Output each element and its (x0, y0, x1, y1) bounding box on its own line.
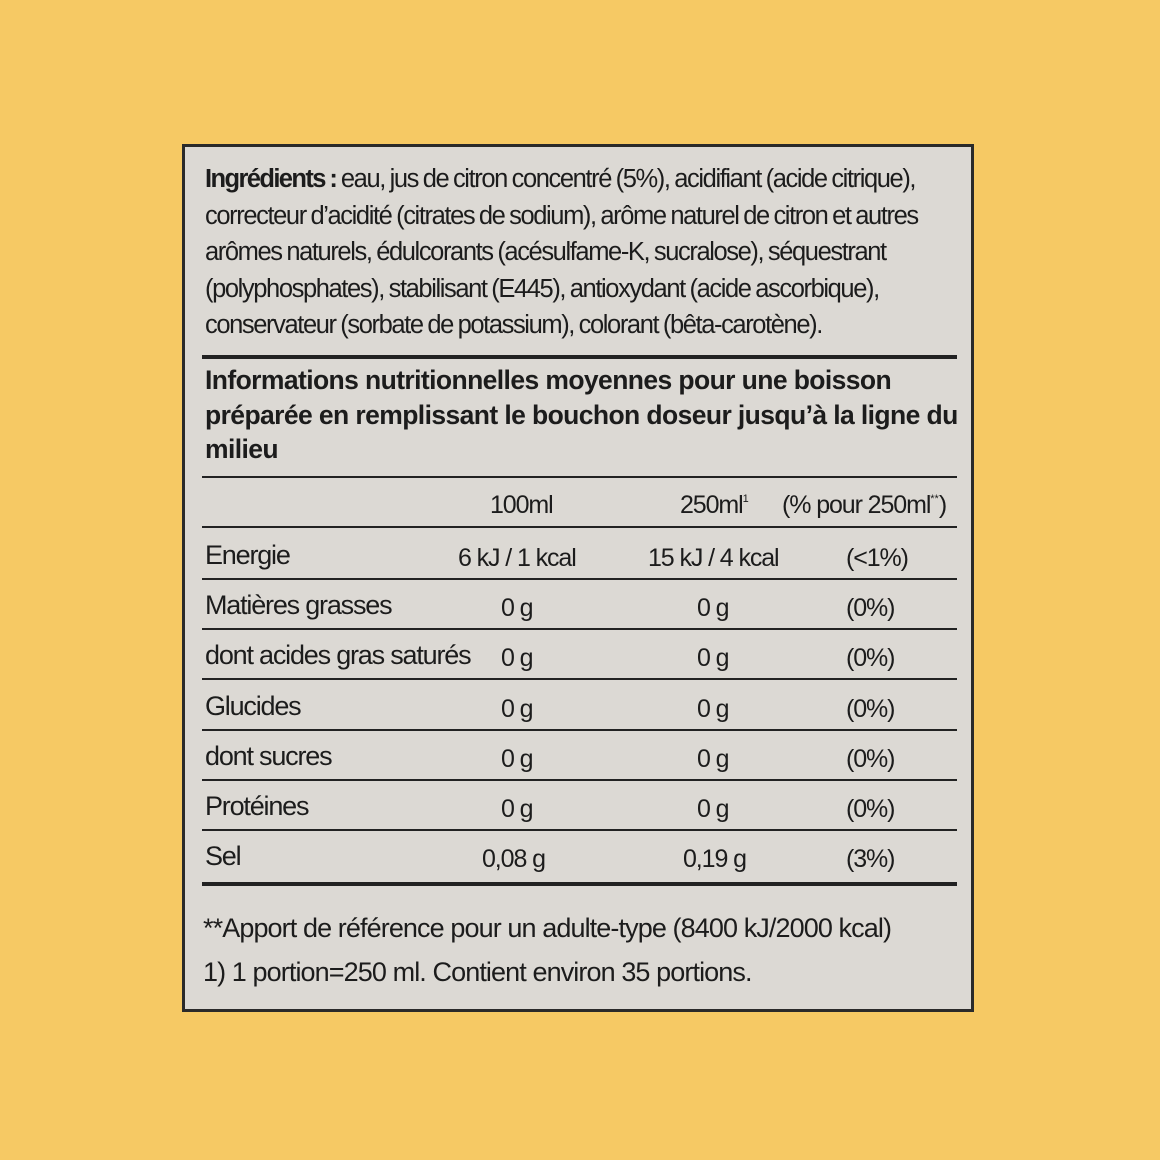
row-value-percent: (0%) (846, 795, 895, 823)
column-header-100ml: 100ml (490, 491, 553, 519)
divider (202, 829, 957, 831)
divider (202, 729, 957, 731)
row-value-100ml: 0 g (501, 644, 533, 672)
divider (202, 476, 957, 478)
row-label-glucides: Glucides (205, 691, 301, 721)
divider (202, 779, 957, 781)
column-header-250ml: $250ml^1$ (680, 491, 749, 519)
column-header-percent: (% pour 250ml**) (782, 491, 947, 519)
row-value-percent: (0%) (846, 745, 895, 773)
row-value-250ml: 0 g (697, 695, 729, 723)
row-label-sel: Sel (205, 841, 241, 871)
row-value-100ml: 0 g (501, 795, 533, 823)
divider (202, 578, 957, 580)
row-value-100ml: 0 g (501, 745, 533, 773)
row-value-250ml: 0 g (697, 594, 729, 622)
row-label-energie: Energie (205, 540, 290, 570)
row-label-sucres: dont sucres (205, 741, 332, 771)
row-value-100ml: 6 kJ / 1 kcal (458, 544, 576, 572)
row-value-250ml: 0 g (697, 644, 729, 672)
ingredients-label: Ingrédients : (205, 165, 337, 193)
row-value-percent: (0%) (846, 695, 895, 723)
row-value-percent: (<1%) (846, 544, 908, 572)
divider (202, 678, 957, 680)
row-value-250ml: 0,19 g (683, 845, 746, 873)
row-value-100ml: 0 g (501, 695, 533, 723)
ingredients-text (205, 161, 965, 344)
row-label-proteines: Protéines (205, 791, 309, 821)
row-label-acides-gras-satures: dont acides gras saturés (205, 640, 471, 670)
row-value-250ml: 0 g (697, 795, 729, 823)
row-value-250ml: 0 g (697, 745, 729, 773)
row-value-percent: (0%) (846, 644, 895, 672)
divider (202, 526, 957, 528)
nutrition-label (182, 144, 974, 1012)
row-value-100ml: 0,08 g (482, 845, 545, 873)
divider (202, 628, 957, 630)
row-value-percent: (0%) (846, 594, 895, 622)
row-value-250ml: 15 kJ / 4 kcal (648, 544, 779, 572)
divider-thick (202, 355, 957, 359)
footnote-reference-intake: **Apport de référence pour un adulte-type (8400 kJ/2000 kcal) (203, 913, 892, 943)
footnote-portion: 1) 1 portion=250 ml. Contient environ 35 portions. (203, 957, 752, 987)
nutrition-heading: Informations nutritionnelles moyennes pour une boisson préparée en remplissant le bouchon doseur jusqu’à la ligne du milieu (205, 365, 958, 464)
row-value-percent: (3%) (846, 845, 895, 873)
row-label-matieres-grasses: Matières grasses (205, 590, 392, 620)
ingredients-list: eau, jus de citron concentré (5%), acidifiant (acide citrique), correcteur d’acidité (citrates de sodium), arôme naturel de citron et autres arômes naturels, édulcorants (acésulfame-K, sucralose), séquestrant (polyphosphates), stabilisant (E445), antioxydant (acide ascorbique), conservateur (sorbate de potassium), colorant (bêta-carotène). (205, 165, 918, 339)
divider-thick (202, 882, 957, 886)
row-value-100ml: 0 g (501, 594, 533, 622)
